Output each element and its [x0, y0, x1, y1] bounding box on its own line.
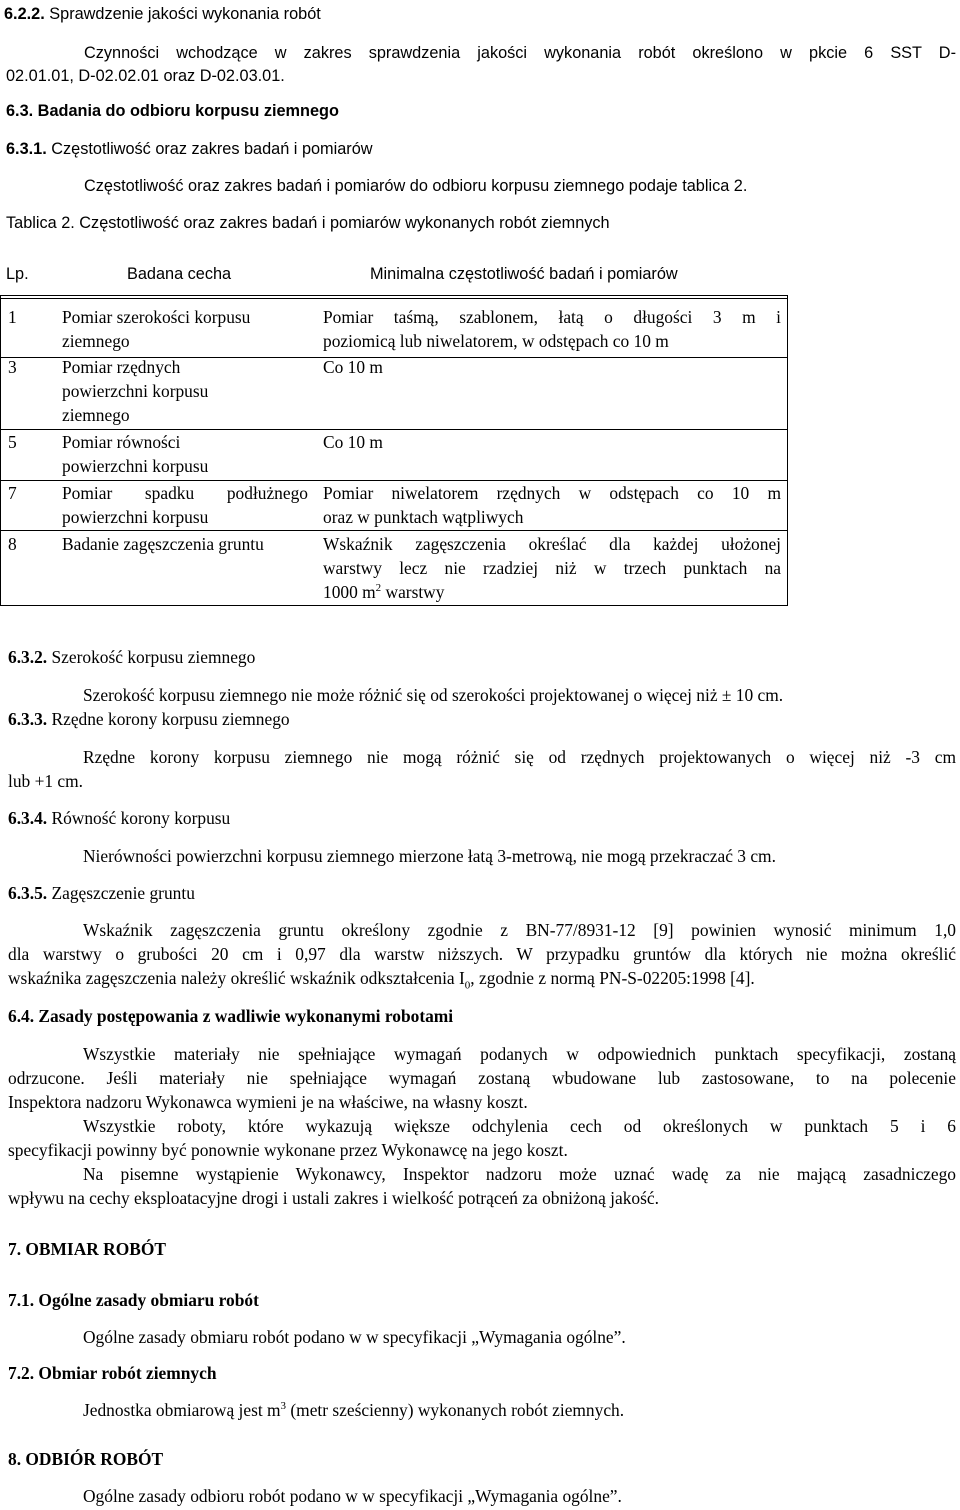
paragraph-line	[8, 966, 755, 990]
row-lp: 8	[8, 534, 17, 554]
section-8-heading: 8. ODBIÓR ROBÓT	[8, 1449, 164, 1469]
section-number: 6.2.2.	[4, 5, 45, 23]
paragraph-line	[83, 1398, 624, 1422]
paragraph-line: wpływu na cechy eksploatacyjne drogi i ustali zakres i wielkość potrąceń za obniżoną jakość.	[8, 1188, 659, 1208]
superscript: 3	[280, 1400, 287, 1413]
section-title: Szerokość korpusu ziemnego	[51, 647, 256, 667]
paragraph-line: Szerokość korpusu ziemnego nie może różnić się od szerokości projektowanej o więcej niż ± 10 cm.	[83, 685, 784, 705]
section-title: Zagęszczenie gruntu	[51, 883, 195, 903]
row-frequency-line: warstwy lecz nie rzadziej niż w trzech punktach na	[323, 558, 781, 578]
row-lp: 7	[8, 483, 17, 503]
table-caption: Tablica 2. Częstotliwość oraz zakres badań i pomiarów wykonanych robót ziemnych	[6, 214, 610, 232]
section-6-3-5-heading	[8, 881, 195, 905]
subscript: 0	[464, 979, 471, 992]
section-6-4-heading: 6.4. Zasady postępowania z wadliwie wykonanymi robotami	[8, 1006, 454, 1026]
row-frequency-line: Co 10 m	[323, 357, 383, 377]
section-number: 6.3.1.	[6, 140, 47, 158]
paragraph-line: Inspektora nadzoru Wykonawca wymieni je na właściwe, na własny koszt.	[8, 1092, 528, 1112]
row-frequency-line: Pomiar taśmą, szablonem, łatą o długości 3 m i	[323, 307, 781, 327]
section-number: 6.3.5.	[8, 883, 48, 903]
row-feature-line: powierzchni korpusu	[62, 507, 209, 527]
row-feature-line: powierzchni korpusu	[62, 381, 209, 401]
table-header-rule	[0, 295, 788, 299]
paragraph-line: 02.01.01, D-02.02.01 oraz D-02.03.01.	[6, 67, 285, 85]
paragraph-line: Ogólne zasady obmiaru robót podano w w specyfikacji „Wymagania ogólne”.	[83, 1327, 626, 1347]
paragraph-line: Wszystkie roboty, które wykazują większe odchylenia cech od określonych w punktach 5 i 6	[83, 1116, 956, 1136]
row-lp: 5	[8, 432, 17, 452]
section-6-3-heading: 6.3. Badania do odbioru korpusu ziemnego	[6, 102, 339, 120]
paragraph-line: Nierówności powierzchni korpusu ziemnego mierzone łatą 3-metrową, nie mogą przekraczać 3 cm.	[83, 846, 776, 866]
row-frequency-line: oraz w punktach wątpliwych	[323, 507, 524, 527]
text-run: , zgodnie z normą PN-S-02205:1998 [4].	[470, 968, 755, 988]
section-title: Rzędne korony korpusu ziemnego	[51, 709, 290, 729]
row-feature-line: powierzchni korpusu	[62, 456, 209, 476]
row-feature-line: Pomiar równości	[62, 432, 181, 452]
section-7-1-heading: 7.1. Ogólne zasady obmiaru robót	[8, 1290, 259, 1310]
section-6-2-2-heading	[4, 2, 321, 26]
section-6-3-4-heading	[8, 806, 230, 830]
paragraph-line: Rzędne korony korpusu ziemnego nie mogą różnić się od rzędnych projektowanych o więcej niż -3 cm	[83, 747, 956, 767]
superscript: 2	[375, 582, 382, 595]
table-header-lp: Lp.	[6, 265, 29, 283]
paragraph-line: Ogólne zasady odbioru robót podano w w specyfikacji „Wymagania ogólne”.	[83, 1486, 622, 1506]
section-7-2-heading: 7.2. Obmiar robót ziemnych	[8, 1363, 217, 1383]
section-number: 6.3.2.	[8, 647, 48, 667]
row-frequency-line: Co 10 m	[323, 432, 383, 452]
text-run: Jednostka obmiarową jest m	[83, 1400, 281, 1420]
row-feature-line: Badanie zagęszczenia gruntu	[62, 534, 264, 554]
paragraph-line: lub +1 cm.	[8, 771, 84, 791]
row-feature-line: Pomiar spadku podłużnego	[62, 483, 308, 503]
row-feature-line: ziemnego	[62, 331, 130, 351]
section-number: 6.3.4.	[8, 808, 48, 828]
text-run: (metr sześcienny) wykonanych robót ziemnych.	[286, 1400, 625, 1420]
text-run: wskaźnika zagęszczenia należy określić wskaźnik odkształcenia I	[8, 968, 465, 988]
paragraph-line: Wszystkie materiały nie spełniające wymagań podanych w odpowiednich punktach specyfikacji, zostaną	[83, 1044, 956, 1064]
section-7-heading: 7. OBMIAR ROBÓT	[8, 1239, 166, 1259]
row-feature-line: Pomiar szerokości korpusu	[62, 307, 251, 327]
table-header-feature: Badana cecha	[127, 265, 232, 283]
row-feature-line: ziemnego	[62, 405, 130, 425]
section-title: Sprawdzenie jakości wykonania robót	[49, 5, 321, 23]
section-6-3-3-heading	[8, 707, 290, 731]
row-frequency-line: poziomicą lub niwelatorem, w odstępach co 10 m	[323, 331, 669, 351]
value-text: 1000 m	[323, 582, 376, 602]
section-6-3-1-heading	[6, 137, 373, 161]
table-row-divider	[0, 530, 788, 531]
section-6-3-2-heading	[8, 645, 255, 669]
paragraph-line: Czynności wchodzące w zakres sprawdzenia jakości wykonania robót określono w pkcie 6 SST D-	[84, 44, 956, 62]
row-frequency-line: Wskaźnik zagęszczenia określać dla każdej ułożonej	[323, 534, 781, 554]
value-text: warstwy	[381, 582, 445, 602]
row-frequency-line	[323, 580, 444, 604]
row-lp: 1	[8, 307, 17, 327]
row-frequency-line: Pomiar niwelatorem rzędnych w odstępach co 10 m	[323, 483, 781, 503]
paragraph-line: Na pisemne wystąpienie Wykonawcy, Inspektor nadzoru może uznać wadę za nie mającą zasadniczego	[83, 1164, 956, 1184]
section-title: Częstotliwość oraz zakres badań i pomiarów	[51, 140, 373, 158]
paragraph-line: dla warstwy o grubości 20 cm i 0,97 dla warstw niższych. W przypadku gruntów dla których nie można określić	[8, 944, 956, 964]
section-number: 6.3.3.	[8, 709, 48, 729]
row-feature-line: Pomiar rzędnych	[62, 357, 181, 377]
row-lp: 3	[8, 357, 17, 377]
paragraph-line: Częstotliwość oraz zakres badań i pomiarów do odbioru korpusu ziemnego podaje tablica 2.	[84, 177, 748, 195]
paragraph-line: odrzucone. Jeśli materiały nie spełniające wymagań zostaną wbudowane lub zastosowane, to na polecenie	[8, 1068, 956, 1088]
table-header-frequency: Minimalna częstotliwość badań i pomiarów	[370, 265, 678, 283]
section-title: Równość korony korpusu	[51, 808, 231, 828]
paragraph-line: specyfikacji powinny być ponownie wykonane przez Wykonawcę na jego koszt.	[8, 1140, 568, 1160]
paragraph-line: Wskaźnik zagęszczenia gruntu określony zgodnie z BN-77/8931-12 [9] powinien wynosić minimum 1,0	[83, 920, 956, 940]
